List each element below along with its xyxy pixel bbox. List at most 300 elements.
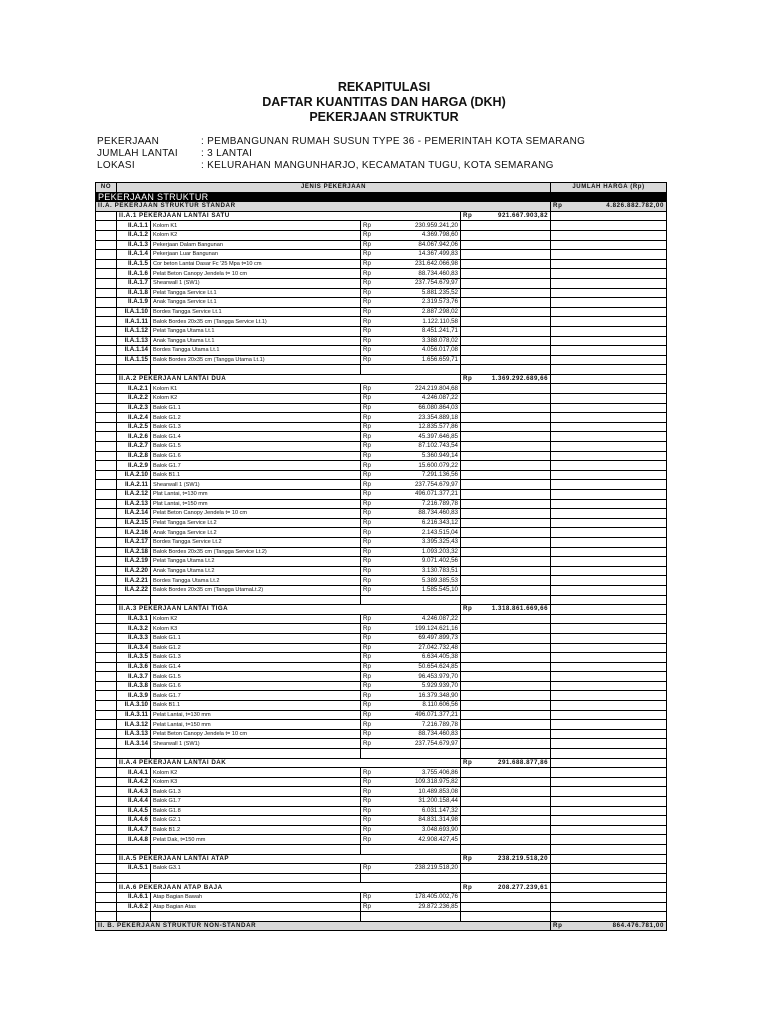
- item-value: 237.754.679,97: [414, 739, 458, 747]
- item-description: Kolom K2: [151, 394, 361, 404]
- item-value: 69.497.899,73: [418, 634, 458, 642]
- meta-value: : 3 LANTAI: [201, 148, 253, 159]
- spacer-cell: [151, 595, 361, 605]
- item-value-cell: [361, 537, 461, 547]
- item-rp: Rp: [363, 662, 371, 670]
- item-group-cell: [461, 825, 551, 835]
- item-value: 109.318.975,82: [414, 778, 458, 786]
- header-jenis-pekerjaan: JENIS PEKERJAAN: [117, 183, 551, 193]
- project-meta: [97, 136, 585, 172]
- item-side-cell: [551, 633, 667, 643]
- group-label: II.A.1 PEKERJAAN LANTAI SATU: [117, 211, 461, 221]
- spacer-cell: [361, 365, 461, 375]
- table-row: [96, 451, 667, 461]
- item-side-cell: [551, 729, 667, 739]
- item-value: 8.451.241,71: [421, 327, 458, 335]
- item-code: II.A.2.12: [117, 490, 151, 500]
- table-row: [96, 864, 667, 874]
- item-group-cell: [461, 672, 551, 682]
- table-row: [96, 346, 667, 356]
- item-side-cell: [551, 614, 667, 624]
- item-value-cell: [361, 825, 461, 835]
- item-value: 31.200.158,44: [418, 797, 458, 805]
- item-description: Pelat Tangga Utama Lt.1: [151, 326, 361, 336]
- item-description: Pelat Dak, t=150 mm: [151, 835, 361, 845]
- item-code: II.A.1.9: [117, 298, 151, 308]
- spacer-cell: [551, 749, 667, 759]
- table-row: [96, 250, 667, 260]
- item-rp: Rp: [363, 298, 371, 306]
- table-row: [96, 288, 667, 298]
- item-group-cell: [461, 777, 551, 787]
- group-side-cell: [551, 883, 667, 893]
- item-rp: Rp: [363, 710, 371, 718]
- row-no-cell: [96, 518, 117, 528]
- row-no-cell: [96, 269, 117, 279]
- item-side-cell: [551, 307, 667, 317]
- item-description: Balok G1.5: [151, 442, 361, 452]
- table-row: [96, 547, 667, 557]
- table-row: [96, 259, 667, 269]
- title-line-1: REKAPITULASI: [337, 80, 431, 94]
- item-description: Anak Tangga Service Lt.2: [151, 528, 361, 538]
- item-description: Balok G1.4: [151, 432, 361, 442]
- item-code: II.A.2.14: [117, 509, 151, 519]
- item-group-cell: [461, 432, 551, 442]
- table-row: [96, 691, 667, 701]
- spacer-cell: [461, 873, 551, 883]
- section-title: PEKERJAAN STRUKTUR: [96, 192, 667, 202]
- item-rp: Rp: [363, 624, 371, 632]
- item-value: 7.291.136,56: [421, 471, 458, 479]
- item-value-cell: [361, 230, 461, 240]
- meta-value: : PEMBANGUNAN RUMAH SUSUN TYPE 36 - PEMERINTAH KOTA SEMARANG: [201, 136, 586, 147]
- row-no-cell: [96, 739, 117, 749]
- section-a-total-cell: [551, 202, 667, 212]
- item-rp: Rp: [363, 902, 371, 910]
- item-value: 1.122.110,58: [422, 317, 458, 325]
- item-description: Balok G2.1: [151, 816, 361, 826]
- table-row: [96, 633, 667, 643]
- item-side-cell: [551, 230, 667, 240]
- item-description: Pekerjaan Dalam Bangunan: [151, 240, 361, 250]
- row-no-cell: [96, 298, 117, 308]
- table-row: [96, 355, 667, 365]
- row-no-cell: [96, 413, 117, 423]
- item-group-cell: [461, 394, 551, 404]
- item-rp: Rp: [363, 499, 371, 507]
- item-group-cell: [461, 806, 551, 816]
- item-description: Balok Bordes 20x35 cm (Tangga Service Lt.2): [151, 547, 361, 557]
- item-description: Pelat Tangga Service Lt.2: [151, 518, 361, 528]
- item-side-cell: [551, 250, 667, 260]
- table-row: [96, 518, 667, 528]
- group-total: 238.219.518,20: [498, 854, 549, 862]
- row-no-cell: [96, 336, 117, 346]
- item-value-cell: [361, 902, 461, 912]
- item-value: 50.654.624,85: [418, 662, 458, 670]
- table-row: [96, 336, 667, 346]
- item-value-cell: [361, 298, 461, 308]
- item-side-cell: [551, 528, 667, 538]
- table-row: [96, 442, 667, 452]
- item-description: Balok G1.1: [151, 403, 361, 413]
- item-value-cell: [361, 710, 461, 720]
- group-side-cell: [551, 605, 667, 615]
- item-rp: Rp: [363, 413, 371, 421]
- row-no-cell: [96, 422, 117, 432]
- item-code: II.A.4.6: [117, 816, 151, 826]
- item-rp: Rp: [363, 615, 371, 623]
- row-no-cell: [96, 528, 117, 538]
- item-rp: Rp: [363, 576, 371, 584]
- item-value: 237.754.679,97: [414, 279, 458, 287]
- table-row: [96, 701, 667, 711]
- spacer-cell: [361, 749, 461, 759]
- group-rp: Rp: [463, 758, 473, 766]
- item-description: Balok B1.2: [151, 825, 361, 835]
- item-value: 4.369.798,60: [421, 231, 458, 239]
- spacer-cell: [96, 873, 117, 883]
- row-no-cell: [96, 557, 117, 567]
- table-row: [96, 490, 667, 500]
- item-group-cell: [461, 317, 551, 327]
- item-rp: Rp: [363, 528, 371, 536]
- item-code: II.A.3.8: [117, 681, 151, 691]
- item-value: 5.929.939,70: [421, 682, 458, 690]
- item-code: II.A.1.8: [117, 288, 151, 298]
- item-group-cell: [461, 701, 551, 711]
- group-label: II.A.5 PEKERJAAN LANTAI ATAP: [117, 854, 461, 864]
- item-description: Kolom K3: [151, 624, 361, 634]
- item-code: II.A.6.1: [117, 892, 151, 902]
- item-description: Anak Tangga Service Lt.1: [151, 298, 361, 308]
- item-value: 8.110.606,56: [422, 701, 458, 709]
- row-no-cell: [96, 797, 117, 807]
- item-side-cell: [551, 509, 667, 519]
- spacer-cell: [551, 595, 667, 605]
- item-value-cell: [361, 892, 461, 902]
- spacer-cell: [361, 595, 461, 605]
- item-description: Balok G1.7: [151, 461, 361, 471]
- item-value-cell: [361, 701, 461, 711]
- item-value-cell: [361, 403, 461, 413]
- item-description: Kolom K3: [151, 777, 361, 787]
- item-group-cell: [461, 720, 551, 730]
- item-group-cell: [461, 470, 551, 480]
- item-rp: Rp: [363, 355, 371, 363]
- item-rp: Rp: [363, 634, 371, 642]
- row-no-cell: [96, 681, 117, 691]
- item-value: 88.734.460,83: [418, 730, 458, 738]
- item-value: 12.835.577,86: [418, 423, 458, 431]
- item-rp: Rp: [363, 768, 371, 776]
- row-no-cell: [96, 394, 117, 404]
- item-value-cell: [361, 384, 461, 394]
- item-value-cell: [361, 240, 461, 250]
- item-value-cell: [361, 307, 461, 317]
- item-code: II.A.4.1: [117, 768, 151, 778]
- table-row: [96, 777, 667, 787]
- item-group-cell: [461, 451, 551, 461]
- row-no-cell: [96, 461, 117, 471]
- group-side-cell: [551, 374, 667, 384]
- item-value: 66.080.864,03: [418, 403, 458, 411]
- item-group-cell: [461, 384, 551, 394]
- item-value-cell: [361, 355, 461, 365]
- table-row: [96, 729, 667, 739]
- table-row: [96, 892, 667, 902]
- item-rp: Rp: [363, 730, 371, 738]
- group-header-row: [96, 211, 667, 221]
- table-row: [96, 470, 667, 480]
- item-code: II.A.3.6: [117, 662, 151, 672]
- item-group-cell: [461, 499, 551, 509]
- table-row: [96, 902, 667, 912]
- item-rp: Rp: [363, 442, 371, 450]
- document-title: [0, 80, 768, 125]
- item-description: Anak Tangga Utama Lt.1: [151, 336, 361, 346]
- item-group-cell: [461, 355, 551, 365]
- item-value: 15.600.079,22: [418, 461, 458, 469]
- row-no-cell: [96, 643, 117, 653]
- item-side-cell: [551, 394, 667, 404]
- row-no-cell: [96, 355, 117, 365]
- item-rp: Rp: [363, 739, 371, 747]
- item-side-cell: [551, 480, 667, 490]
- item-side-cell: [551, 643, 667, 653]
- item-side-cell: [551, 317, 667, 327]
- item-value: 45.397.646,85: [418, 432, 458, 440]
- row-no-cell: [96, 892, 117, 902]
- item-code: II.A.3.14: [117, 739, 151, 749]
- item-value: 4.246.087,22: [421, 615, 458, 623]
- item-code: II.A.3.11: [117, 710, 151, 720]
- item-side-cell: [551, 557, 667, 567]
- item-side-cell: [551, 547, 667, 557]
- item-code: II.A.2.15: [117, 518, 151, 528]
- item-description: Kolom K2: [151, 614, 361, 624]
- item-rp: Rp: [363, 461, 371, 469]
- group-total-cell: [461, 374, 551, 384]
- item-value: 5.881.235,52: [421, 288, 458, 296]
- item-group-cell: [461, 307, 551, 317]
- group-total-cell: [461, 883, 551, 893]
- row-no-cell: [96, 346, 117, 356]
- row-no-cell: [96, 585, 117, 595]
- row-no-cell: [96, 691, 117, 701]
- table-row: [96, 394, 667, 404]
- item-value-cell: [361, 422, 461, 432]
- item-description: Balok G1.2: [151, 413, 361, 423]
- row-no-cell: [96, 307, 117, 317]
- row-no-cell: [96, 490, 117, 500]
- group-label: II.A.2 PEKERJAAN LANTAI DUA: [117, 374, 461, 384]
- item-side-cell: [551, 451, 667, 461]
- table-row: [96, 298, 667, 308]
- spacer-cell: [461, 912, 551, 922]
- item-value: 178.405.002,76: [414, 893, 458, 901]
- item-value-cell: [361, 662, 461, 672]
- item-rp: Rp: [363, 432, 371, 440]
- item-description: Plat Lantai, t=150 mm: [151, 499, 361, 509]
- item-value-cell: [361, 470, 461, 480]
- item-value-cell: [361, 806, 461, 816]
- group-label: II.A.4 PEKERJAAN LANTAI DAK: [117, 758, 461, 768]
- item-group-cell: [461, 643, 551, 653]
- item-value: 88.734.460,83: [418, 269, 458, 277]
- meta-row-jumlah-lantai: [97, 148, 585, 160]
- spacer-cell: [117, 844, 151, 854]
- table-row: [96, 269, 667, 279]
- row-no-cell: [96, 240, 117, 250]
- item-description: Pelat Tangga Utama Lt.2: [151, 557, 361, 567]
- spacer-cell: [461, 365, 551, 375]
- group-label: II.A.6 PEKERJAAN ATAP BAJA: [117, 883, 461, 893]
- item-rp: Rp: [363, 653, 371, 661]
- item-value: 3.395.325,43: [421, 538, 458, 546]
- item-rp: Rp: [363, 509, 371, 517]
- item-value-cell: [361, 326, 461, 336]
- item-group-cell: [461, 509, 551, 519]
- section-a-total: 4.826.882.782,00: [606, 202, 665, 210]
- item-value: 88.734.460,83: [418, 509, 458, 517]
- group-no-cell: [96, 758, 117, 768]
- item-description: Kolom K2: [151, 768, 361, 778]
- item-group-cell: [461, 480, 551, 490]
- item-side-cell: [551, 470, 667, 480]
- item-value-cell: [361, 259, 461, 269]
- row-no-cell: [96, 672, 117, 682]
- item-code: II.A.2.2: [117, 394, 151, 404]
- item-code: II.A.1.7: [117, 278, 151, 288]
- spacer-cell: [551, 844, 667, 854]
- table-row: [96, 317, 667, 327]
- item-value-cell: [361, 816, 461, 826]
- item-group-cell: [461, 422, 551, 432]
- table-row: [96, 806, 667, 816]
- group-rp: Rp: [463, 883, 473, 891]
- group-total: 208.277.239,61: [498, 883, 549, 891]
- table-row: [96, 537, 667, 547]
- item-group-cell: [461, 729, 551, 739]
- item-group-cell: [461, 576, 551, 586]
- item-group-cell: [461, 298, 551, 308]
- item-value: 237.754.679,97: [414, 480, 458, 488]
- item-value: 6.634.405,38: [421, 653, 458, 661]
- item-code: II.A.2.19: [117, 557, 151, 567]
- spacer-cell: [117, 365, 151, 375]
- item-group-cell: [461, 250, 551, 260]
- item-code: II.A.2.5: [117, 422, 151, 432]
- spacer-row: [96, 595, 667, 605]
- item-value: 84.831.314,98: [418, 816, 458, 824]
- item-group-cell: [461, 864, 551, 874]
- item-side-cell: [551, 892, 667, 902]
- row-no-cell: [96, 480, 117, 490]
- item-rp: Rp: [363, 221, 371, 229]
- item-description: Balok G1.6: [151, 681, 361, 691]
- row-no-cell: [96, 566, 117, 576]
- item-group-cell: [461, 585, 551, 595]
- item-group-cell: [461, 221, 551, 231]
- table-row: [96, 461, 667, 471]
- item-value-cell: [361, 442, 461, 452]
- item-group-cell: [461, 518, 551, 528]
- item-value-cell: [361, 490, 461, 500]
- spacer-cell: [96, 844, 117, 854]
- item-code: II.A.1.14: [117, 346, 151, 356]
- item-group-cell: [461, 787, 551, 797]
- row-no-cell: [96, 384, 117, 394]
- item-side-cell: [551, 269, 667, 279]
- item-code: II.A.2.9: [117, 461, 151, 471]
- item-description: Balok Bordes 20x35 cm (Tangga Service Lt.1): [151, 317, 361, 327]
- spacer-cell: [151, 844, 361, 854]
- item-value-cell: [361, 787, 461, 797]
- table-row: [96, 230, 667, 240]
- item-side-cell: [551, 710, 667, 720]
- row-no-cell: [96, 250, 117, 260]
- item-rp: Rp: [363, 250, 371, 258]
- item-rp: Rp: [363, 423, 371, 431]
- item-group-cell: [461, 403, 551, 413]
- item-rp: Rp: [363, 403, 371, 411]
- item-code: II.A.2.1: [117, 384, 151, 394]
- row-no-cell: [96, 825, 117, 835]
- row-no-cell: [96, 432, 117, 442]
- item-value-cell: [361, 777, 461, 787]
- item-group-cell: [461, 653, 551, 663]
- table-row: [96, 681, 667, 691]
- row-no-cell: [96, 537, 117, 547]
- item-description: Balok G1.3: [151, 422, 361, 432]
- item-side-cell: [551, 518, 667, 528]
- item-description: Bordes Tangga Utama Lt.2: [151, 576, 361, 586]
- item-rp: Rp: [363, 308, 371, 316]
- item-side-cell: [551, 672, 667, 682]
- item-group-cell: [461, 442, 551, 452]
- item-rp: Rp: [363, 787, 371, 795]
- spacer-row: [96, 912, 667, 922]
- item-side-cell: [551, 499, 667, 509]
- section-b-rp: Rp: [553, 922, 563, 930]
- section-title-row: [96, 192, 667, 202]
- group-total: 291.688.877,86: [498, 758, 549, 766]
- item-value: 2.319.573,76: [421, 298, 458, 306]
- table-row: [96, 557, 667, 567]
- item-code: II.A.3.12: [117, 720, 151, 730]
- item-value: 496.071.377,21: [414, 710, 458, 718]
- item-side-cell: [551, 288, 667, 298]
- item-description: Shearwall 1 (SW1): [151, 278, 361, 288]
- item-rp: Rp: [363, 557, 371, 565]
- item-side-cell: [551, 653, 667, 663]
- group-label: II.A.3 PEKERJAAN LANTAI TIGA: [117, 605, 461, 615]
- item-value: 231.642.066,98: [414, 260, 458, 268]
- header-no: NO: [96, 183, 117, 193]
- group-total: 921.667.903,82: [498, 212, 549, 220]
- item-code: II.A.1.5: [117, 259, 151, 269]
- spacer-cell: [151, 749, 361, 759]
- row-no-cell: [96, 624, 117, 634]
- item-rp: Rp: [363, 547, 371, 555]
- table-row: [96, 576, 667, 586]
- item-side-cell: [551, 442, 667, 452]
- item-value-cell: [361, 864, 461, 874]
- spacer-row: [96, 844, 667, 854]
- item-value: 496.071.377,21: [414, 490, 458, 498]
